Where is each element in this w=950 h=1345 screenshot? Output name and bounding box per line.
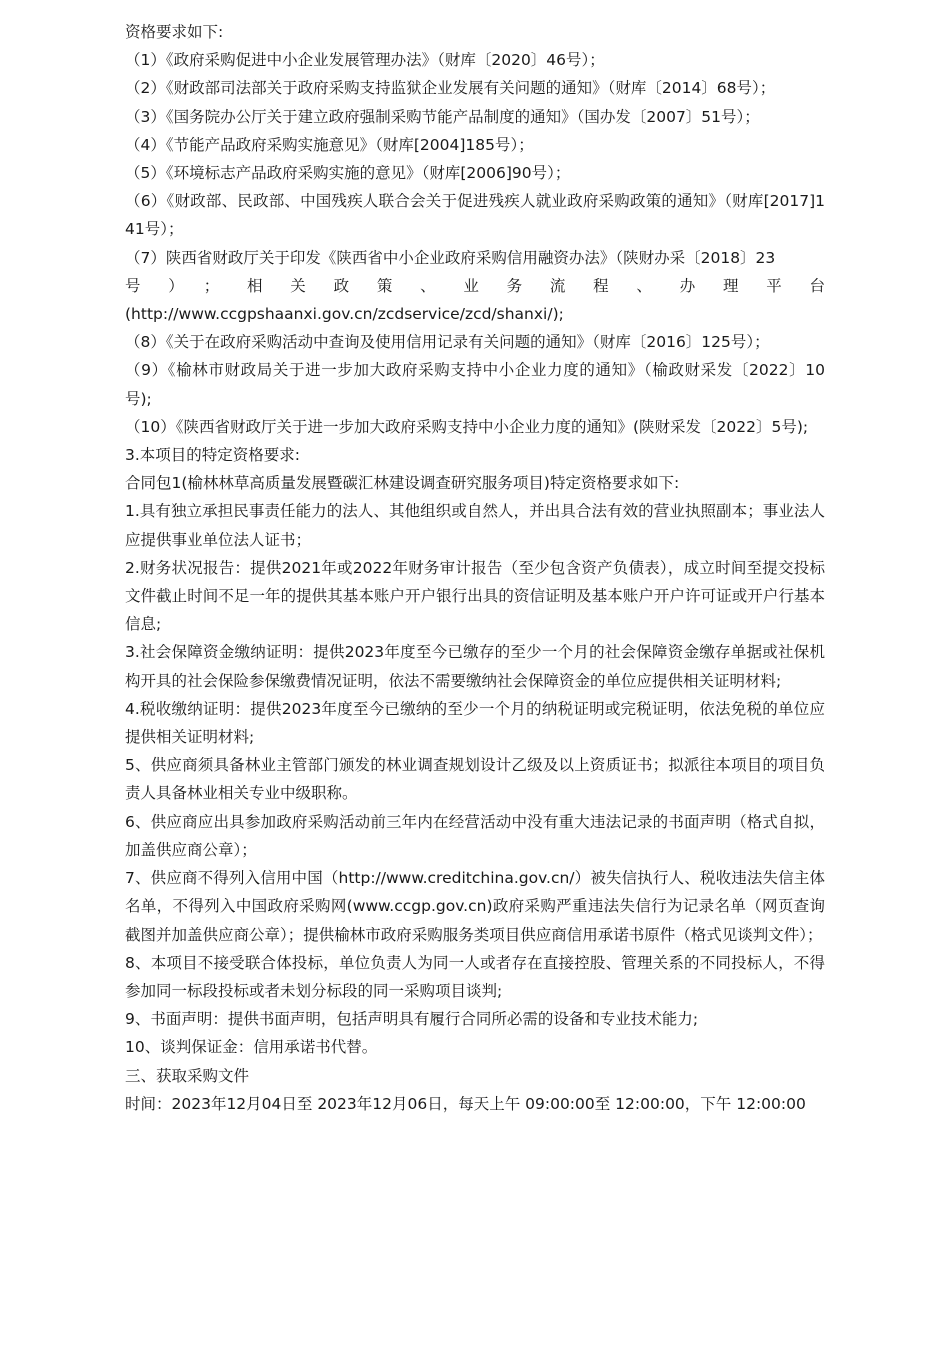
qualification-intro: 资格要求如下: bbox=[125, 23, 224, 41]
acquisition-time: 时间：2023年12月04日至 2023年12月06日，每天上午 09:00:00至 12:00:00，下午 12:00:00 bbox=[125, 1094, 806, 1113]
law-item-7-url: (http://www.ccgpshaanxi.gov.cn/zcdservice/zcd/shanxi/); bbox=[125, 305, 564, 324]
requirement-9: 9、书面声明：提供书面声明，包括声明具有履行合同所必需的设备和专业技术能力; bbox=[125, 1010, 699, 1029]
requirement-4: 4.税收缴纳证明：提供2023年度至今已缴纳的至少一个月的纳税证明或完税证明，依法免税的单位应提供相关证明材料; bbox=[125, 699, 825, 747]
requirement-7: 7、供应商不得列入信用中国（http://www.creditchina.gov.cn/）被失信执行人、税收违法失信主体名单，不得列入中国政府采购网(www.ccgp.gov.cn)政府采购严重违法失信行为记录名单（网页查询截图并加盖供应商公章）；提供榆林市政府采购服务类项目供应商信用承诺书原件（格式见谈判文件）； bbox=[125, 869, 825, 944]
law-item-6: （6）《财政部、民政部、中国残疾人联合会关于促进残疾人就业政府采购政策的通知》（财库[2017]141号）； bbox=[125, 192, 825, 239]
document-page bbox=[125, 18, 825, 1118]
section-3-heading: 三、获取采购文件 bbox=[125, 1066, 250, 1085]
package-1-title: 合同包1(榆林林草高质量发展暨碳汇林建设调查研究服务项目)特定资格要求如下: bbox=[125, 474, 680, 493]
requirement-6: 6、供应商应出具参加政府采购活动前三年内在经营活动中没有重大违法记录的书面声明（格式自拟，加盖供应商公章）； bbox=[125, 812, 825, 859]
specific-qualification-title: 3.本项目的特定资格要求: bbox=[125, 446, 301, 465]
law-item-7-policy-line: 号）；相关政策、业务流程、办理平台 bbox=[125, 276, 825, 295]
law-item-1: （1）《政府采购促进中小企业发展管理办法》（财库〔2020〕46号）； bbox=[125, 51, 605, 70]
requirement-5: 5、供应商须具备林业主管部门颁发的林业调查规划设计乙级及以上资质证书；拟派往本项目的项目负责人具备林业相关专业中级职称。 bbox=[125, 756, 825, 803]
law-item-9: （9）《榆林市财政局关于进一步加大政府采购支持中小企业力度的通知》（榆政财采发〔2022〕10号); bbox=[125, 361, 825, 408]
law-item-3: （3）《国务院办公厅关于建立政府强制采购节能产品制度的通知》（国办发〔2007〕51号）； bbox=[125, 107, 760, 126]
requirement-10: 10、谈判保证金：信用承诺书代替。 bbox=[125, 1038, 378, 1057]
requirement-2: 2.财务状况报告：提供2021年或2022年财务审计报告（至少包含资产负债表），成立时间至提交投标文件截止时间不足一年的提供其基本账户开户银行出具的资信证明及基本账户开户许可证或开户行基本信息; bbox=[125, 558, 825, 634]
law-item-5: （5）《环境标志产品政府采购实施的意见》（财库[2006]90号）； bbox=[125, 164, 571, 183]
law-item-4: （4）《节能产品政府采购实施意见》（财库[2004]185号）； bbox=[125, 135, 534, 154]
requirement-3: 3.社会保障资金缴纳证明：提供2023年度至今已缴存的至少一个月的社会保障资金缴存单据或社保机构开具的社会保险参保缴费情况证明，依法不需要缴纳社会保障资金的单位应提供相关证明材料; bbox=[125, 643, 825, 690]
law-item-8: （8）《关于在政府采购活动中查询及使用信用记录有关问题的通知》（财库〔2016〕125号）； bbox=[125, 333, 770, 352]
requirement-8: 8、本项目不接受联合体投标，单位负责人为同一人或者存在直接控股、管理关系的不同投标人，不得参加同一标段投标或者未划分标段的同一采购项目谈判; bbox=[125, 953, 825, 1000]
law-item-2: （2）《财政部司法部关于政府采购支持监狱企业发展有关问题的通知》（财库〔2014〕68号）； bbox=[125, 79, 776, 98]
requirement-1: 1.具有独立承担民事责任能力的法人、其他组织或自然人，并出具合法有效的营业执照副本；事业法人应提供事业单位法人证书； bbox=[125, 502, 825, 549]
law-item-7: （7）陕西省财政厅关于印发《陕西省中小企业政府采购信用融资办法》（陕财办采〔2018〕23 bbox=[125, 248, 776, 267]
law-item-10: （10）《陕西省财政厅关于进一步加大政府采购支持中小企业力度的通知》(陕财采发〔2022〕5号); bbox=[125, 417, 809, 436]
